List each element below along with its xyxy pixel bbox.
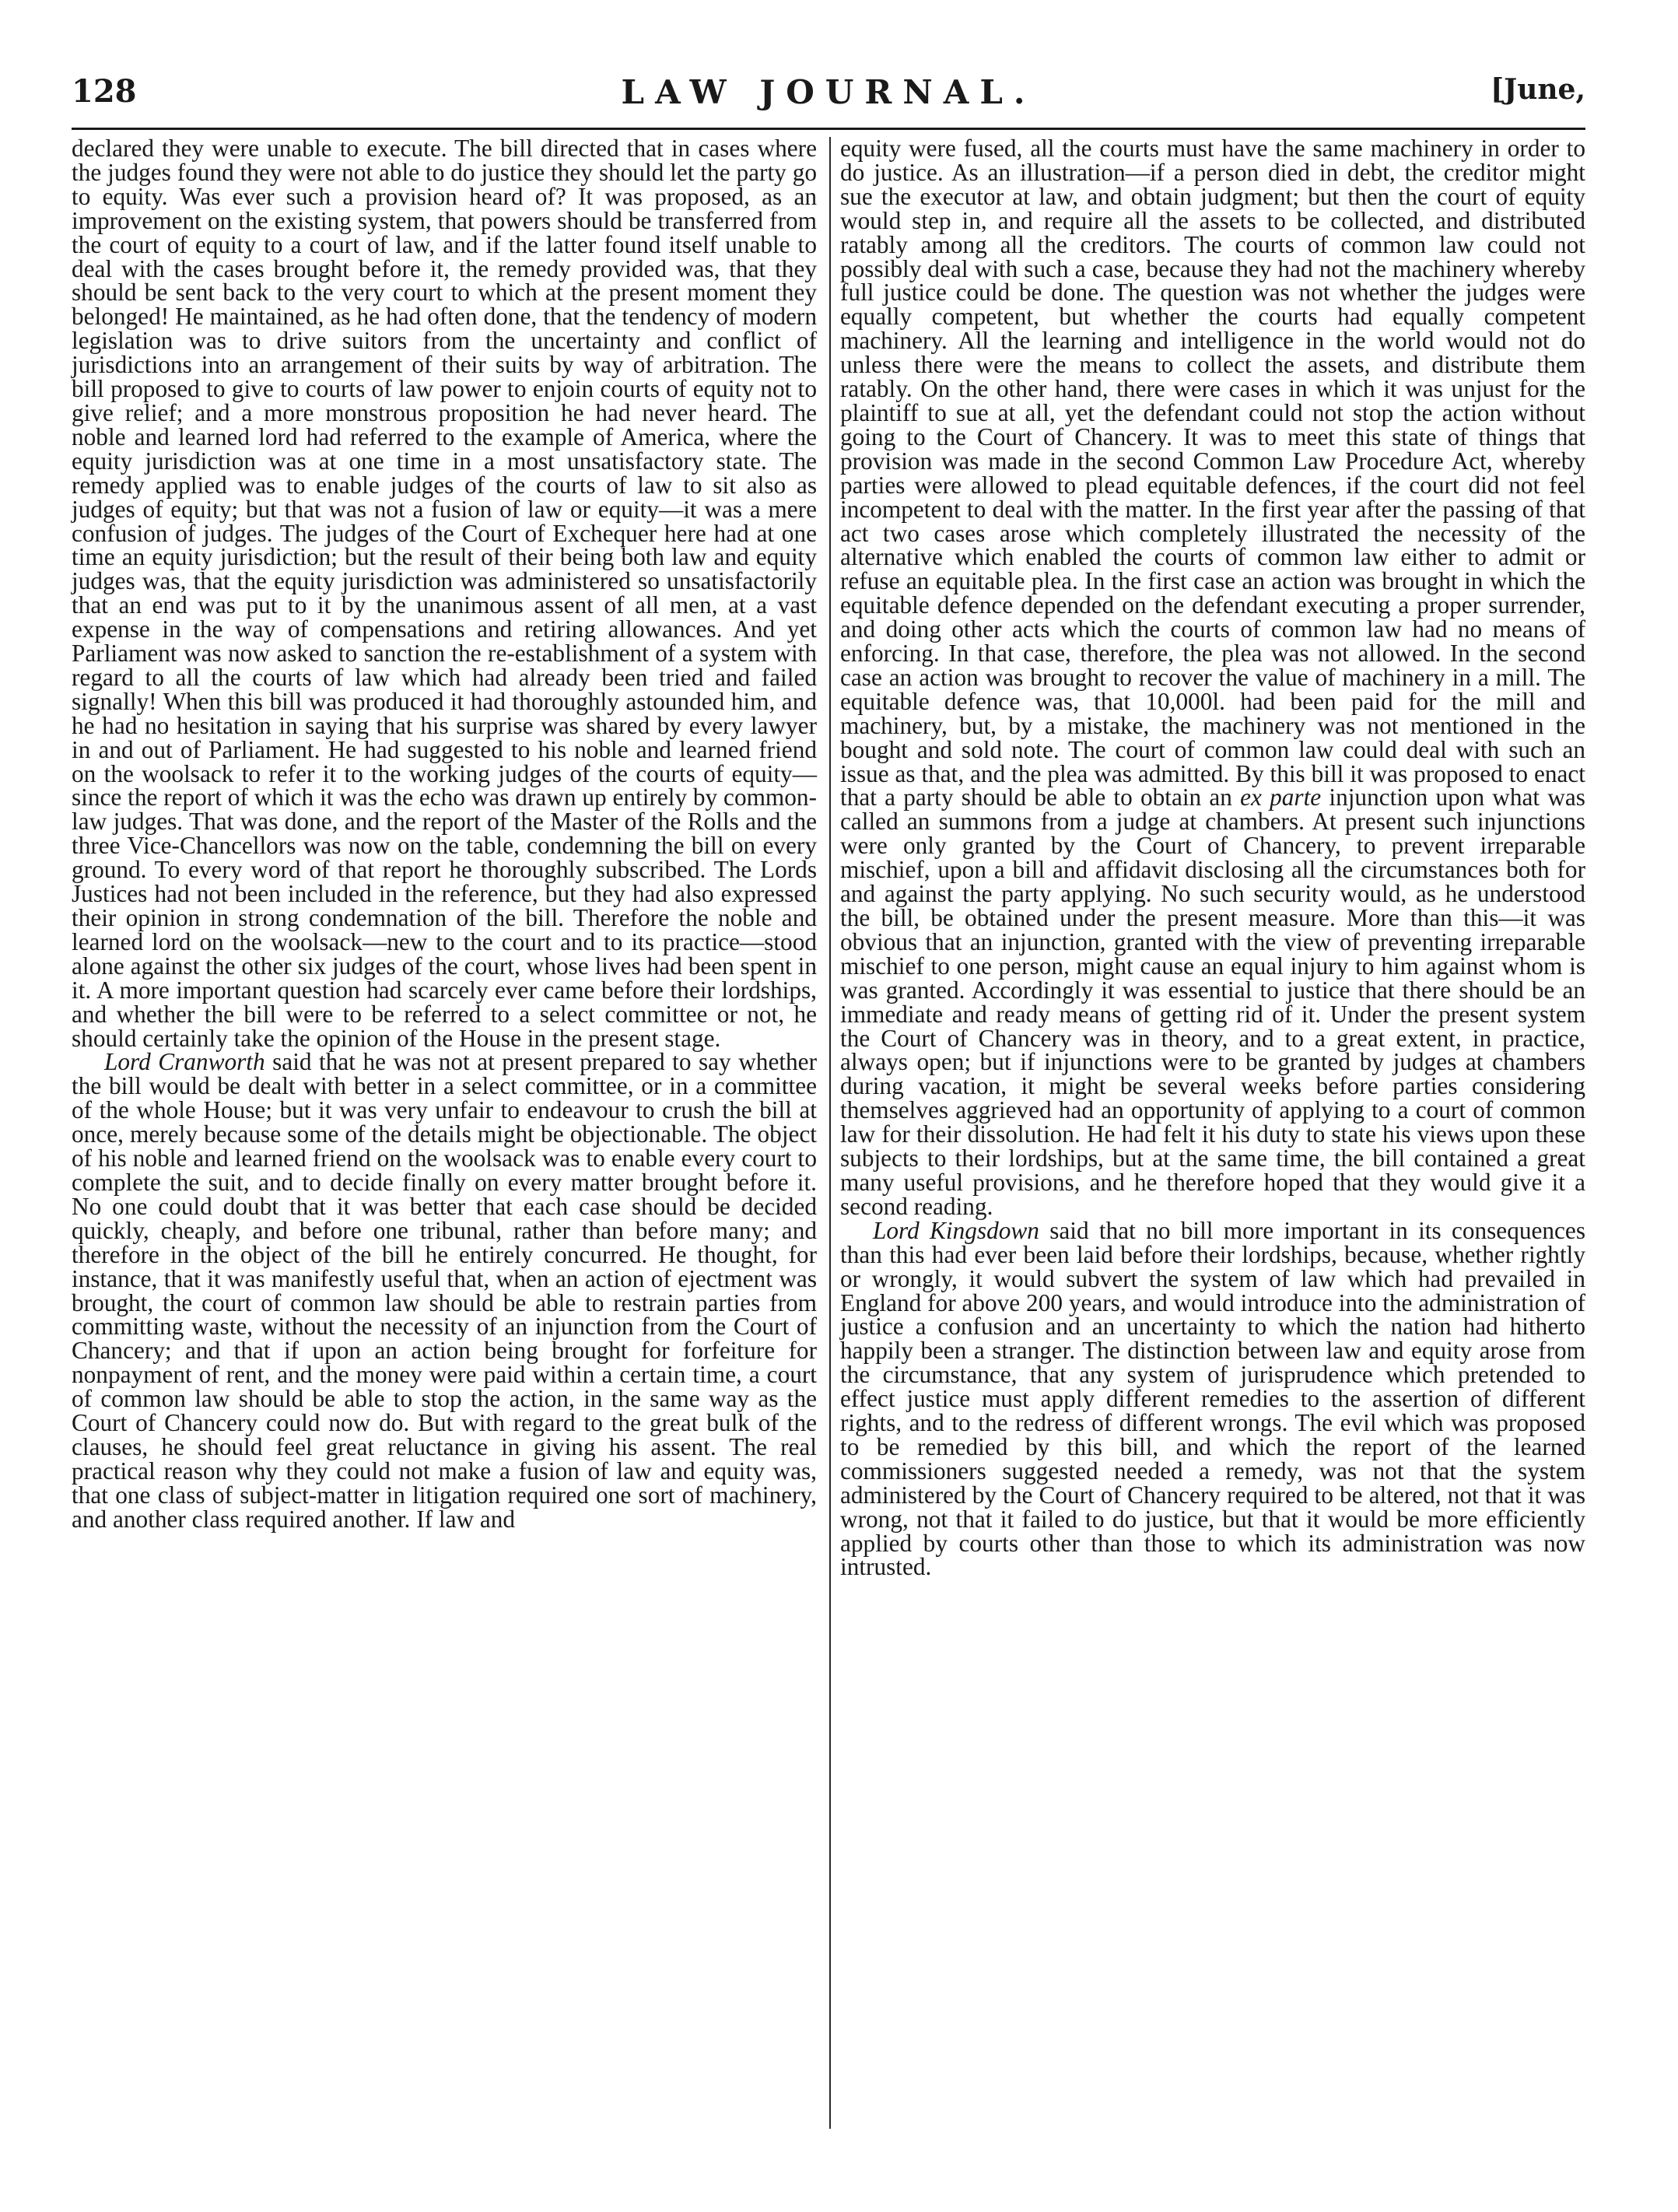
header-rule bbox=[72, 128, 1585, 130]
page-number: 128 bbox=[72, 73, 137, 110]
paragraph-text: said that he was not at present prepared to say whether the bill would be dealt with better in a select committee, or in a committee of the whole House; but it was very unfair to endeavour to crush the bill at once, merely because some of the details might be objectionable. The object of his noble and learned friend on the woolsack was to enable every court to complete the suit, and to decide finally on every matter brought before it. No one could doubt that it was better that each case should be decided quickly, cheaply, and before one tribunal, rather than before many; and therefore in the object of the bill he entirely concurred. He thought, for instance, that it was manifestly useful that, when an action of ejectment was brought, the court of common law should be able to restrain parties from committing waste, without the necessity of an injunction from the Court of Chancery; and that if upon an action being brought for forfeiture for nonpayment of rent, and the money were paid within a certain time, a court of common law should be able to stop the action, in the same way as the Court of Chancery could now do. But with regard to the great bulk of the clauses, he should feel great reluctance in giving his assent. The real practical reason why they could not make a fusion of law and equity was, that one class of subject-matter in litigation required one sort of machinery, and another class required another. If law and bbox=[72, 1048, 817, 1533]
paragraph bbox=[840, 1216, 1585, 1581]
header-month: [June, bbox=[1491, 73, 1585, 106]
italic-term: ex parte bbox=[1240, 783, 1322, 812]
paragraph bbox=[72, 1050, 817, 1531]
column-divider bbox=[829, 137, 831, 2129]
paragraph-text: injunction upon what was called an summons from a judge at chambers. At present such injunctions were only granted by the Court of Chancery, to prevent irreparable mischief, upon a bill and affidavit disclosing all the circumstances both for and against the party applying. No such security would, as he understood the bill, be obtained under the present measure. More than this—it was obvious that an injunction, granted with the view of preventing irreparable mischief to one person, might cause an equal injury to him against whom is was granted. Accordingly it was essential to justice that there should be an immediate and ready means of getting rid of it. Under the present system the Court of Chancery was in theory, and to a great extent, in practice, always open; but if injunctions were to be granted by judges at chambers during vacation, it might be several weeks before parties considering themselves aggrieved had an opportunity of applying to a court of common law for their dissolution. He had felt it his duty to state his views upon these subjects to their lordships, but at the same time, the bill contained a great many useful provisions, and he therefore hoped that they would give it a second reading. bbox=[840, 783, 1585, 1220]
speaker-name: Lord Cranworth bbox=[104, 1048, 265, 1076]
page-header bbox=[72, 68, 1585, 123]
paragraph-text: said that no bill more important in its consequences than this had ever been laid before their lordships, because, whether rightly or wrongly, it would subvert the system of law which had prevailed in England for above 200 years, and would introduce into the administration of justice a confusion and an uncertainty to which the nation had hitherto happily been a stranger. The distinction between law and equity arose from the circumstance, that any system of jurisprudence which pretended to effect justice must apply different remedies to the assertion of different rights, and to the redress of different wrongs. The evil which was proposed to be remedied by this bill, and which the report of the learned commissioners suggested needed a remedy, was not that the system administered by the Court of Chancery required to be altered, not that it was wrong, not that it failed to do justice, but that it would be more efficiently applied by courts other than those to which its administration was now intrusted. bbox=[840, 1216, 1585, 1581]
right-column bbox=[840, 137, 1585, 1579]
paragraph-text: equity were fused, all the courts must have the same machinery in order to do justice. As an illustration—if a person died in debt, the creditor might sue the executor at law, and obtain judgment; but then the court of equity would step in, and require all the assets to be collected, and distributed ratably among all the creditors. The courts of common law could not possibly deal with such a case, because they had not the machinery whereby full justice could be done. The question was not whether the judges were equally competent, but whether the courts had equally competent machinery. All the learning and intelligence in the world would not do unless there were the means to collect the assets, and distribute them ratably. On the other hand, there were cases in which it was unjust for the plaintiff to sue at all, yet the defendant could not stop the action without going to the Court of Chancery. It was to meet this state of things that provision was made in the second Common Law Procedure Act, whereby parties were allowed to plead equitable defences, if the court did not feel incompetent to deal with the matter. In the first year after the passing of that act two cases arose which completely illustrated the necessity of the alternative which enabled the courts of common law either to admit or refuse an equitable plea. In the first case an action was brought in which the equitable defence depended on the defendant executing a proper surrender, and doing other acts which the courts of common law had no means of enforcing. In that case, therefore, the plea was not allowed. In the second case an action was brought to recover the value of machinery in a mill. The equitable defence was, that 10,000l. had been paid for the mill and machinery, but, by a mistake, the machinery was not mentioned in the bought and sold note. The court of common law could deal with such an issue as that, and the plea was admitted. By this bill it was proposed to enact that a party should be able to obtain an bbox=[840, 135, 1585, 812]
left-column bbox=[72, 137, 817, 1532]
speaker-name: Lord Kingsdown bbox=[873, 1216, 1039, 1244]
paragraph-text: declared they were unable to execute. The bill directed that in cases where the judges found they were not able to do justice they should let the party go to equity. Was ever such a provision heard of? It was proposed, as an improvement on the existing system, that powers should be transferred from the court of equity to a court of law, and if the latter found itself unable to deal with the cases brought before it, the remedy provided was, that they should be sent back to the very court to which at the present moment they belonged! He maintained, as he had often done, that the tendency of modern legislation was to drive suitors from the uncertainty and conflict of jurisdictions into an arrangement of their suits by way of arbitration. The bill proposed to give to courts of law power to enjoin courts of equity not to give relief; and a more monstrous proposition he had never heard. The noble and learned lord had referred to the example of America, where the equity jurisdiction was at one time in a most unsatisfactory state. The remedy applied was to enable judges of the courts of law to sit also as judges of equity; but that was not a fusion of law or equity—it was a mere confusion of judges. The judges of the Court of Exchequer here had at one time an equity jurisdiction; but the result of their being both law and equity judges was, that the equity jurisdiction was administered so unsatisfactorily that an end was put to it by the unanimous assent of all men, at a vast expense in the way of compensations and retiring allowances. And yet Parliament was now asked to sanction the re-establishment of a system with regard to all the courts of law which had already been tried and failed signally! When this bill was produced it had thoroughly astounded him, and he had no hesitation in saying that his surprise was shared by every lawyer in and out of Parliament. He had suggested to his noble and learned friend on the woolsack to refer it to the working judges of the courts of equity—since the report of which it was the echo was drawn up entirely by common-law judges. That was done, and the report of the Master of the Rolls and the three Vice-Chancellors was now on the table, condemning the bill on every ground. To every word of that report he thoroughly subscribed. The Lords Justices had not been included in the reference, but they had also expressed their opinion in strong condemnation of the bill. Therefore the noble and learned lord on the woolsack—new to the court and to its practice—stood alone against the other six judges of the court, whose lives had been spent in it. A more important question had scarcely ever came before their lordships, and whether the bill were to be referred to a select committee or not, he should certainly take the opinion of the House in the present stage. bbox=[72, 135, 817, 1052]
paragraph bbox=[840, 137, 1585, 1219]
running-title: LAW JOURNAL. bbox=[621, 73, 1036, 111]
paragraph bbox=[72, 137, 817, 1050]
